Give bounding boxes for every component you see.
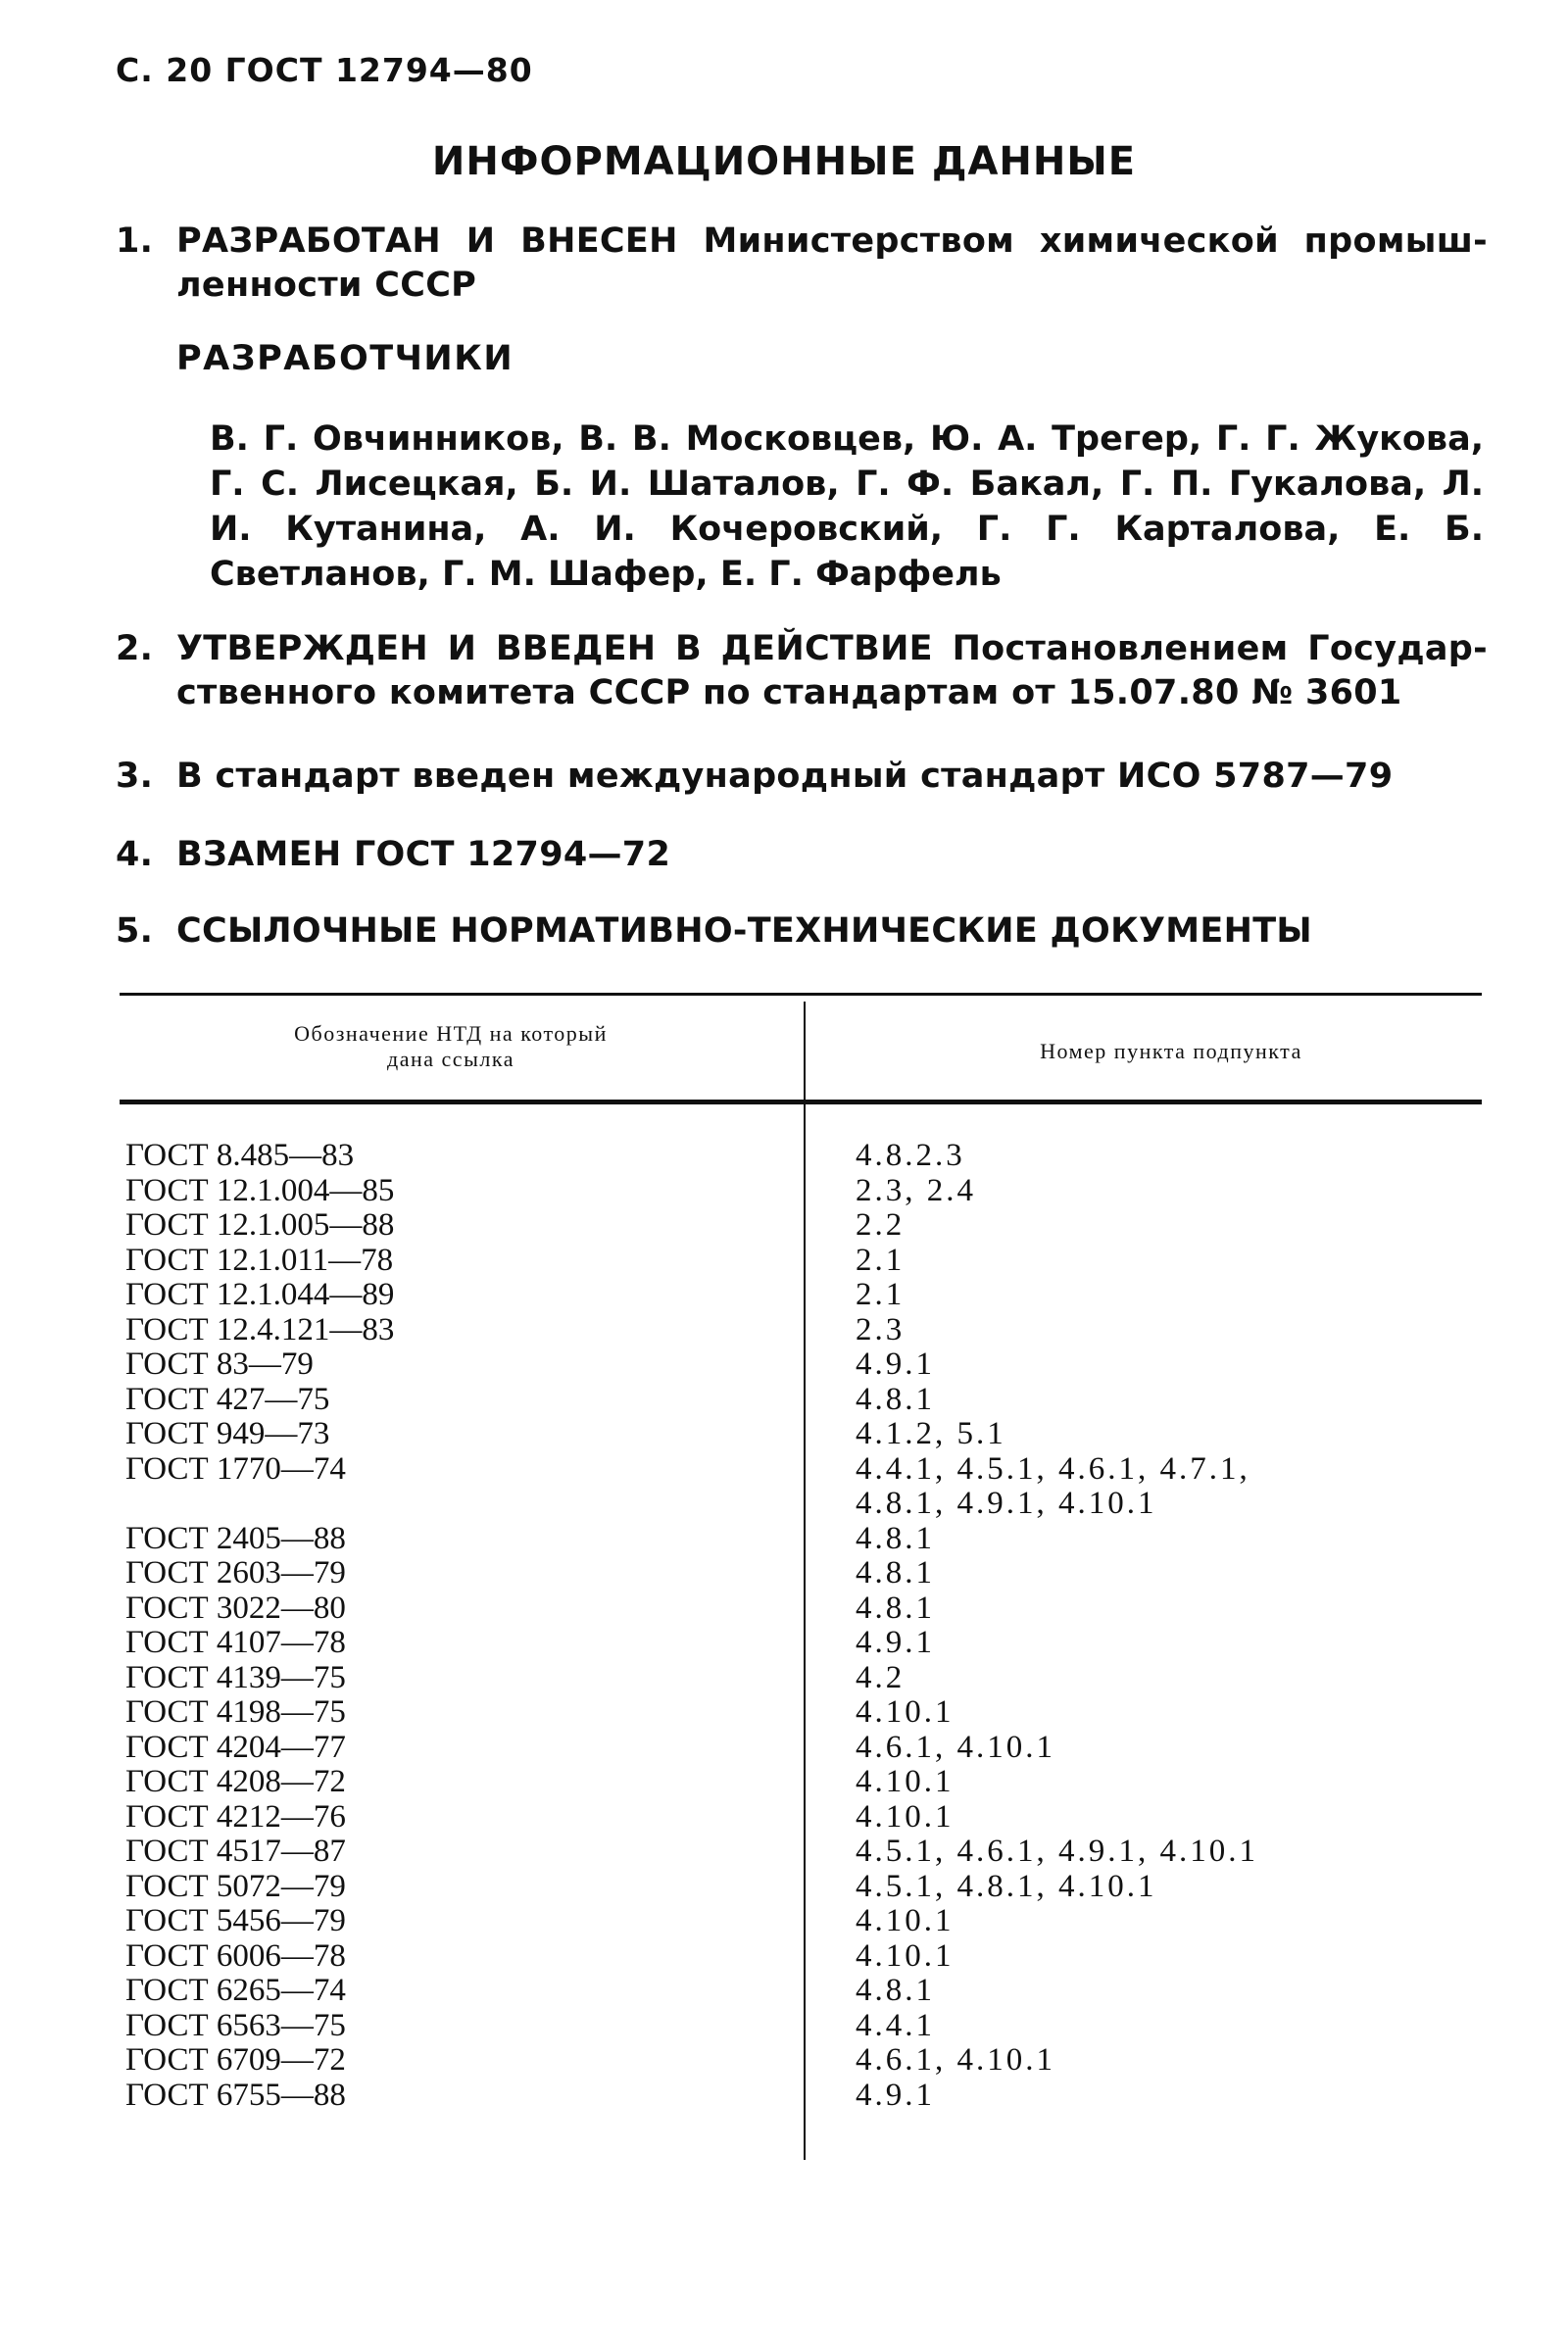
table-cell-document: ГОСТ 6755—88 — [125, 2077, 346, 2113]
table-cell-clauses: 4.9.1 — [856, 2077, 935, 2113]
item-3-text: В стандарт введен международный стандарт ИСО 5787—79 — [176, 757, 1394, 796]
table-cell-clauses: 4.8.1 — [856, 1520, 935, 1556]
table-cell-document: ГОСТ 2603—79 — [125, 1555, 346, 1591]
table-cell-clauses: 4.8.2.3 — [856, 1138, 965, 1173]
table-cell-clauses: 4.4.1 — [856, 2007, 935, 2043]
table-header-rule — [120, 1100, 1482, 1104]
table-cell-clauses: 4.4.1, 4.5.1, 4.6.1, 4.7.1, — [856, 1450, 1250, 1487]
table-cell-document: ГОСТ 6563—75 — [125, 2007, 346, 2043]
table-cell-document: ГОСТ 6006—78 — [125, 1937, 346, 1974]
table-cell-document: ГОСТ 12.1.004—85 — [125, 1172, 395, 1208]
item-2-number: 2. — [116, 629, 154, 668]
table-cell-clauses: 4.8.1, 4.9.1, 4.10.1 — [856, 1486, 1157, 1521]
table-cell-document: ГОСТ 427—75 — [125, 1381, 330, 1417]
table-cell-clauses: 2.3 — [856, 1311, 906, 1347]
item-4-number: 4. — [116, 835, 154, 874]
table-cell-document: ГОСТ 4107—78 — [125, 1625, 346, 1660]
table-cell-document: ГОСТ 12.1.005—88 — [125, 1207, 395, 1243]
table-cell-clauses: 4.9.1 — [856, 1346, 935, 1382]
table-cell-clauses: 4.8.1 — [856, 1555, 935, 1591]
table-cell-document: ГОСТ 5456—79 — [125, 1903, 346, 1938]
table-cell-document: ГОСТ 6709—72 — [125, 2042, 346, 2078]
table-cell-clauses: 4.8.1 — [856, 1381, 935, 1417]
item-2-lead: УТВЕРЖДЕН И ВВЕДЕН В ДЕЙСТВИЕ — [176, 629, 933, 668]
table-header-clauses: Номер пункта подпункта — [1040, 1039, 1302, 1063]
table-cell-clauses: 4.10.1 — [856, 1937, 955, 1974]
table-cell-clauses: 4.6.1, 4.10.1 — [856, 2042, 1055, 2078]
table-cell-document: ГОСТ 4198—75 — [125, 1694, 346, 1730]
table-header-document — [176, 1021, 725, 1072]
table-cell-document: ГОСТ 83—79 — [125, 1346, 314, 1382]
table-cell-document: ГОСТ 1770—74 — [125, 1450, 346, 1487]
item-1-number: 1. — [116, 221, 154, 261]
table-cell-document: ГОСТ 4212—76 — [125, 1798, 346, 1835]
page-title: ИНФОРМАЦИОННЫЕ ДАННЫЕ — [431, 139, 1137, 184]
developers-heading: РАЗРАБОТЧИКИ — [176, 339, 514, 378]
table-column-divider — [804, 1002, 806, 2160]
table-cell-clauses: 4.10.1 — [856, 1694, 955, 1730]
table-cell-document: ГОСТ 2405—88 — [125, 1520, 346, 1556]
table-cell-clauses: 4.8.1 — [856, 1973, 935, 2008]
table-cell-document: ГОСТ 4139—75 — [125, 1659, 346, 1695]
item-4 — [116, 833, 1488, 877]
item-4-text: ВЗАМЕН ГОСТ 12794—72 — [176, 835, 671, 874]
table-cell-document: ГОСТ 949—73 — [125, 1416, 330, 1451]
table-cell-clauses: 4.10.1 — [856, 1903, 955, 1938]
item-1-line1 — [176, 220, 1488, 264]
item-3-number: 3. — [116, 757, 154, 796]
page-header: С. 20 ГОСТ 12794—80 — [116, 51, 533, 89]
table-cell-clauses: 2.3, 2.4 — [856, 1172, 976, 1208]
item-2-line1 — [176, 627, 1488, 671]
table-cell-document: ГОСТ 12.4.121—83 — [125, 1311, 395, 1347]
table-cell-clauses: 2.1 — [856, 1277, 906, 1312]
table-cell-document: ГОСТ 4517—87 — [125, 1834, 346, 1869]
table-top-rule — [120, 993, 1482, 996]
table-cell-clauses: 4.2 — [856, 1659, 906, 1695]
item-1-lead: РАЗРАБОТАН И ВНЕСЕН — [176, 221, 678, 261]
table-cell-clauses: 2.1 — [856, 1242, 906, 1278]
item-5-text: ССЫЛОЧНЫЕ НОРМАТИВНО-ТЕХНИЧЕСКИЕ ДОКУМЕНТЫ — [176, 911, 1312, 951]
table-header-document-line2: дана ссылка — [387, 1047, 514, 1071]
item-5-number: 5. — [116, 911, 154, 951]
table-cell-clauses: 4.9.1 — [856, 1625, 935, 1660]
table-cell-document: ГОСТ 4208—72 — [125, 1764, 346, 1799]
item-2-text-cont: ственного комитета СССР по стандартам от 15.07.80 № 3601 — [176, 673, 1402, 712]
table-cell-document: ГОСТ 3022—80 — [125, 1590, 346, 1626]
developers-list: В. Г. Овчинников, В. В. Московцев, Ю. А. Трегер, Г. Г. Жукова, Г. С. Лисецкая, Б. И. Шаталов, Г. Ф. Бакал, Г. П. Гукалова, Л. И. Кутанина, А. И. Кочеровский, Г. Г. Карталова, Е. Б. Светланов, Г. М. Шафер, Е. Г. Фарфель — [210, 419, 1484, 594]
table-cell-document: ГОСТ 8.485—83 — [125, 1138, 355, 1173]
table-cell-clauses: 4.5.1, 4.8.1, 4.10.1 — [856, 1868, 1157, 1904]
table-cell-document: ГОСТ 6265—74 — [125, 1973, 346, 2008]
table-cell-clauses: 4.8.1 — [856, 1590, 935, 1626]
table-cell-document: ГОСТ 4204—77 — [125, 1729, 346, 1765]
table-cell-document: ГОСТ 12.1.044—89 — [125, 1277, 395, 1312]
table-cell-document: ГОСТ 12.1.011—78 — [125, 1242, 394, 1278]
table-cell-clauses: 4.1.2, 5.1 — [856, 1416, 1006, 1451]
item-1-text: Министерством химической промыш- — [703, 221, 1489, 261]
table-cell-clauses: 4.10.1 — [856, 1764, 955, 1799]
table-cell-document: ГОСТ 5072—79 — [125, 1868, 346, 1904]
table-cell-clauses: 4.5.1, 4.6.1, 4.9.1, 4.10.1 — [856, 1834, 1258, 1869]
item-1 — [116, 220, 1488, 308]
table-column-clauses — [856, 1139, 1258, 2113]
item-3 — [116, 755, 1488, 799]
table-cell-clauses: 4.6.1, 4.10.1 — [856, 1729, 1055, 1765]
item-2-text: Постановлением Государ- — [952, 629, 1488, 668]
item-1-text-cont: ленности СССР — [176, 266, 477, 305]
table-column-documents — [125, 1139, 394, 2113]
item-2 — [116, 627, 1488, 715]
item-5 — [116, 909, 1488, 954]
table-cell-clauses: 4.10.1 — [856, 1798, 955, 1835]
table-header-document-line1: Обозначение НТД на который — [294, 1021, 608, 1046]
table-cell-clauses: 2.2 — [856, 1207, 906, 1243]
